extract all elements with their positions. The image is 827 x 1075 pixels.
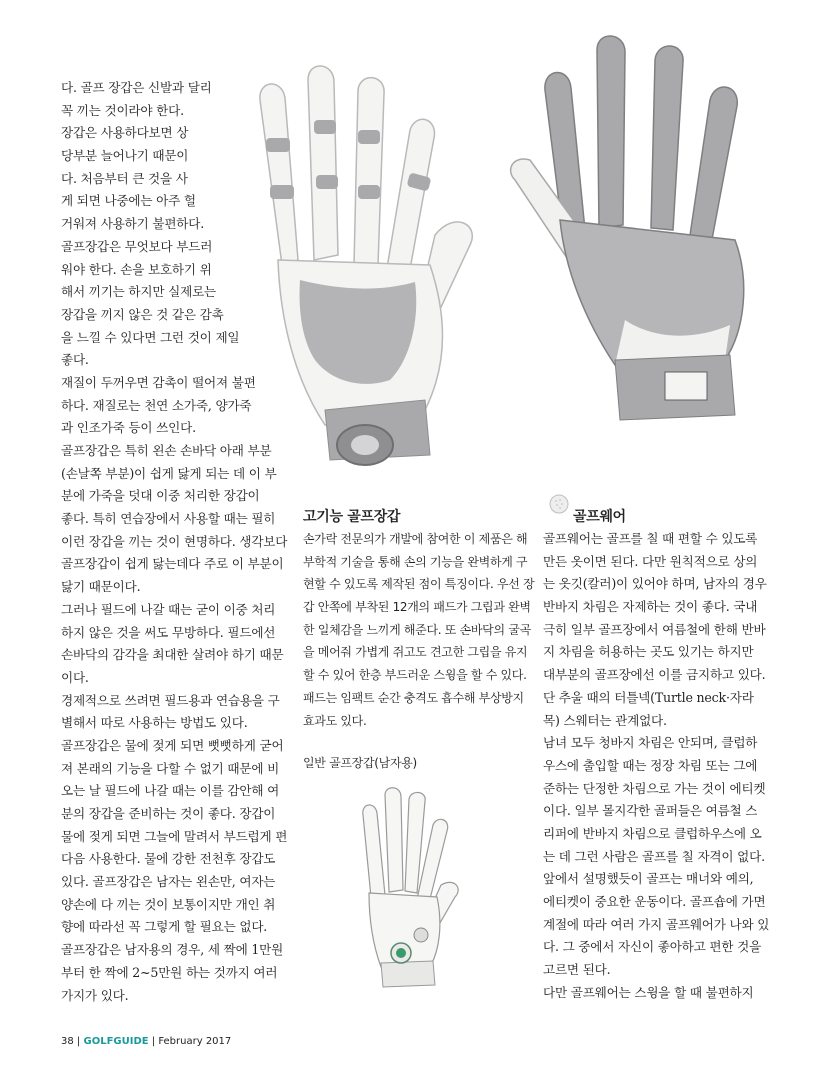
text-line: 골프장갑은 물에 젖게 되면 뻣뻣하게 굳어 <box>61 737 284 753</box>
text-line: 반바지 차림은 자제하는 것이 좋다. 국내 <box>543 599 758 615</box>
text-line: 남녀 모두 청바지 차림은 안되며, 클럽하 <box>543 735 758 751</box>
golf-ball-icon <box>548 493 570 515</box>
text-line: 좋다. <box>61 352 89 368</box>
text-line: 준하는 단정한 차림으로 가는 것이 에티켓 <box>543 780 766 796</box>
text-line: 이다. 일부 몰지각한 골퍼들은 여름철 스 <box>543 803 758 819</box>
text-line: 져 본래의 기능을 다할 수 없기 때문에 비 <box>61 760 280 776</box>
text-line: 우스에 출입할 때는 정장 차림 또는 그에 <box>543 757 758 773</box>
text-line: 장갑을 끼지 않은 것 같은 감촉 <box>61 306 224 322</box>
footer-separator: | <box>76 1036 81 1047</box>
text-line: 계절에 따라 여러 가지 골프웨어가 나와 있 <box>543 916 770 932</box>
text-line: 손가락 전문의가 개발에 참여한 이 제품은 해 <box>303 532 528 546</box>
text-line: 그러나 필드에 나갈 때는 굳이 이중 처리 <box>61 601 276 617</box>
text-line: 골프장갑은 무엇보다 부드러 <box>61 238 213 254</box>
paragraph <box>61 690 288 1008</box>
text-line: 하다. 재질로는 천연 소가죽, 양가죽 <box>61 397 252 413</box>
paragraph <box>543 732 770 1004</box>
page-footer <box>61 1036 231 1047</box>
text-line: 다만 골프웨어는 스윙을 할 때 불편하지 <box>543 984 754 1000</box>
section-heading-golf-wear: 골프웨어 <box>573 509 626 525</box>
text-line: 거워져 사용하기 불편하다. <box>61 216 205 232</box>
text-line: 꼭 끼는 것이라야 한다. <box>61 102 184 118</box>
text-line: 있다. 골프장갑은 남자는 왼손만, 여자는 <box>61 874 276 890</box>
text-line: (손날쪽 부분)이 쉽게 닳게 되는 데 이 부 <box>61 465 277 481</box>
text-line: 다. 골프 장갑은 신발과 달리 <box>61 80 212 95</box>
article-right-column <box>543 528 770 1004</box>
text-line: 분에 가죽을 덧대 이중 처리한 장갑이 <box>61 488 260 504</box>
text-line: 갑 안쪽에 부착된 12개의 패드가 그립과 완벽 <box>303 600 531 615</box>
text-line: 현할 수 있도록 제작된 점이 특징이다. 우선 장 <box>303 577 535 592</box>
issue-date: February 2017 <box>158 1036 232 1047</box>
text-line: 물에 젖게 되면 그늘에 말려서 부드럽게 편 <box>61 828 288 844</box>
text-line: 고르면 된다. <box>543 962 611 978</box>
text-line: 만든 옷이면 된다. 다만 원칙적으로 상의 <box>543 553 758 569</box>
text-line: 을 느낄 수 있다면 그런 것이 제일 <box>61 329 240 345</box>
text-line: 좋다. 특히 연습장에서 사용할 때는 필히 <box>61 511 276 527</box>
paragraph <box>303 528 535 732</box>
glove-men-standard-image <box>345 785 465 995</box>
text-line: 부터 한 짝에 2~5만원 하는 것까지 여러 <box>61 964 278 980</box>
text-line: 리퍼에 반바지 차림으로 클럽하우스에 오 <box>543 825 762 841</box>
text-line: 분의 장갑을 준비하는 것이 좋다. 장갑이 <box>61 806 276 821</box>
text-line: 골프장갑이 쉽게 닳는데다 주로 이 부분이 <box>61 556 284 572</box>
text-line: 닳기 때문이다. <box>61 579 141 595</box>
text-line: 다. 처음부터 큰 것을 사 <box>61 170 188 186</box>
text-line: 다음 사용한다. 물에 강한 전천후 장갑도 <box>61 851 276 867</box>
text-line: 극히 일부 골프장에서 여름철에 한해 반바 <box>543 621 766 637</box>
text-line: 패드는 임팩트 순간 충격도 흡수해 부상방지 <box>303 690 524 705</box>
text-line: 양손에 다 끼는 것이 보통이지만 개인 취 <box>61 896 276 912</box>
text-line: 이런 장갑을 끼는 것이 현명하다. 생각보다 <box>61 533 288 549</box>
text-line: 부학적 기술을 통해 손의 기능을 완벽하게 구 <box>303 554 528 569</box>
paragraph <box>61 77 279 372</box>
text-line: 손바닥의 감각을 최대한 살려야 하기 때문 <box>61 647 284 663</box>
text-line: 골프장갑은 특히 왼손 손바닥 아래 부분 <box>61 443 272 458</box>
paragraph <box>61 372 288 599</box>
article-left-column <box>61 77 288 1007</box>
text-line: 향에 따라선 꼭 그렇게 할 필요는 없다. <box>61 919 268 935</box>
text-line: 과 인조가죽 등이 쓰인다. <box>61 420 196 436</box>
text-line: 는 옷깃(칼러)이 있어야 하며, 남자의 경우 <box>543 576 767 592</box>
article-middle-column <box>303 528 535 732</box>
text-line: 워야 한다. 손을 보호하기 위 <box>61 261 212 277</box>
magazine-name: GOLFGUIDE <box>83 1036 149 1047</box>
page-number: 38 <box>61 1036 74 1047</box>
paragraph <box>61 599 284 690</box>
text-line: 골프장갑은 남자용의 경우, 세 짝에 1만원 <box>61 942 284 958</box>
text-line: 별해서 따로 사용하는 방법도 있다. <box>61 715 248 731</box>
glove-grey-palm-image <box>505 20 765 440</box>
text-line: 가지가 있다. <box>61 987 129 1003</box>
text-line: 다. 그 중에서 자신이 좋아하고 편한 것을 <box>543 939 762 955</box>
text-line: 단 추울 때의 터틀넥(Turtle neck·자라 <box>543 689 754 705</box>
image-caption: 일반 골프장갑(남자용) <box>303 756 417 770</box>
text-line: 게 되면 나중에는 아주 헐 <box>61 193 196 209</box>
text-line: 재질이 두꺼우면 감촉이 떨어져 불편 <box>61 374 256 390</box>
text-line: 한 일체감을 느끼게 해준다. 또 손바닥의 굴곡 <box>303 622 531 637</box>
section-heading-high-performance-glove: 고기능 골프장갑 <box>303 509 401 525</box>
paragraph <box>543 528 767 732</box>
text-line: 오는 날 필드에 나갈 때는 이를 감안해 여 <box>61 783 280 799</box>
text-line: 에티켓이 중요한 운동이다. 골프숍에 가면 <box>543 894 766 909</box>
text-line: 경제적으로 쓰려면 필드용과 연습용을 구 <box>61 692 280 708</box>
text-line: 하지 않은 것을 써도 무방하다. 필드에선 <box>61 624 276 640</box>
text-line: 대부분의 골프장에선 이를 금지하고 있다. <box>543 667 766 683</box>
text-line: 앞에서 설명했듯이 골프는 매너와 예의, <box>543 871 754 887</box>
footer-separator: | <box>151 1036 156 1047</box>
text-line: 는 데 그런 사람은 골프를 칠 자격이 없다. <box>543 848 765 864</box>
text-line: 을 메어줘 가볍게 쥐고도 견고한 그립을 유지 <box>303 645 528 660</box>
text-line: 당부분 늘어나기 때문이 <box>61 148 189 164</box>
text-line: 효과도 있다. <box>303 713 367 728</box>
text-line: 장갑은 사용하다보면 상 <box>61 125 189 141</box>
text-line: 지 차림을 허용하는 곳도 있기는 하지만 <box>543 644 754 660</box>
text-line: 이다. <box>61 669 89 685</box>
text-line: 골프웨어는 골프를 칠 때 편할 수 있도록 <box>543 531 758 546</box>
text-line: 해서 끼기는 하지만 실제로는 <box>61 284 216 300</box>
text-line: 목) 스웨터는 관계없다. <box>543 712 667 728</box>
text-line: 할 수 있어 한층 부드러운 스윙을 할 수 있다. <box>303 668 527 683</box>
